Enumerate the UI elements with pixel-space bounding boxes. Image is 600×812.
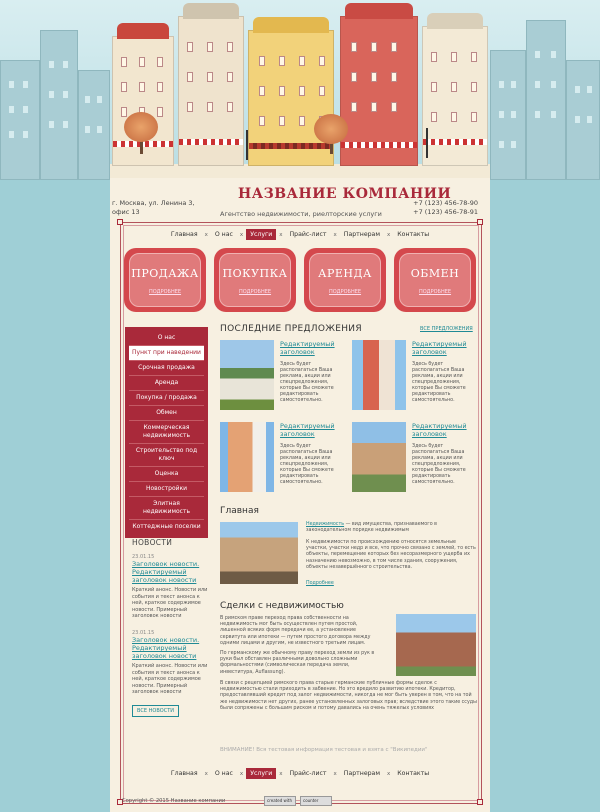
warning-note: ВНИМАНИЕ! Вся тестовая информация тестовая и взята с "Википедии": [220, 747, 428, 753]
nav-services[interactable]: Услуги: [246, 229, 276, 240]
background-building: [526, 20, 566, 180]
house-beige: [178, 16, 244, 166]
news-heading: НОВОСТИ: [132, 538, 173, 547]
news-text: Краткий анонс. Новости или события и текст анонса к ней, краткое содержимое новости. Примерный заголовок новости: [132, 663, 208, 695]
main-photo: [220, 522, 298, 584]
frame-corner: [477, 799, 483, 805]
background-building: [0, 60, 40, 180]
footer-nav-price-list[interactable]: Прайс-лист: [289, 770, 327, 777]
company-name[interactable]: НАЗВАНИЕ КОМПАНИИ: [238, 186, 452, 202]
background-building: [490, 50, 526, 180]
tile-rent[interactable]: [304, 248, 386, 312]
offer-title[interactable]: Редактируемый заголовок: [412, 340, 467, 356]
address-line: г. Москва, ул. Ленина 3,: [112, 199, 195, 207]
footer-nav-about[interactable]: О нас: [214, 770, 233, 777]
sidebar-item-elite[interactable]: Элитная недвижимость: [129, 497, 204, 520]
phone-number: +7 (123) 456-78-90: [413, 199, 478, 207]
footer-nav-contacts[interactable]: Контакты: [397, 770, 430, 777]
tile-label: ПРОДАЖА: [131, 267, 199, 280]
frame-corner: [117, 219, 123, 225]
sidebar-item-rent[interactable]: Аренда: [129, 376, 204, 391]
offer-photo[interactable]: [220, 422, 274, 492]
frame-corner: [477, 219, 483, 225]
tile-label: ПОКУПКА: [222, 267, 288, 280]
bottom-nav: [110, 768, 490, 779]
offer-photo[interactable]: [352, 340, 406, 410]
nav-separator: x: [239, 770, 244, 777]
nav-separator: x: [279, 231, 283, 238]
phone-number: +7 (123) 456-78-91: [413, 208, 478, 216]
sidebar-item-new-buildings[interactable]: Новостройки: [129, 482, 204, 497]
main-body: К недвижимости по происхождению относятся земельные участки, участки недр и все, что прочно связано с землей, то есть объекты, перемещение которых без несоразмерного ущерба их назначению невозможно, в том числе здания, сооружения, объекты незавершённого строительства.: [306, 540, 476, 570]
news-item: [132, 630, 212, 696]
background-building: [78, 70, 110, 180]
sidebar-item-turnkey[interactable]: Строительство под ключ: [129, 444, 204, 467]
intro-link[interactable]: Недвижимость: [306, 522, 345, 527]
nav-separator: x: [387, 231, 391, 238]
offer-title[interactable]: Редактируемый заголовок: [280, 340, 335, 356]
street-lamp: [246, 130, 248, 160]
house-cream: [112, 36, 174, 166]
nav-separator: x: [204, 770, 208, 777]
news-link[interactable]: Заголовок новости. Редактируемый заголовок новости: [132, 560, 200, 584]
offer-text: Здесь будет располагаться Ваша реклама, акции или спецпредложения, которые Вы сможете редактировать самостоятельно.: [280, 444, 334, 485]
sidebar-item-buy-sell[interactable]: Покупка / продажа: [129, 391, 204, 406]
sidebar-item-cottages[interactable]: Коттеджные поселки: [132, 523, 201, 530]
tree-trunk: [140, 140, 143, 154]
news-link[interactable]: Заголовок новости. Редактируемый заголовок новости: [132, 636, 200, 660]
intro-text: — вид имущества, признаваемого в законодательном порядке недвижимым: [306, 522, 438, 534]
sidebar-item-urgent-sale[interactable]: Срочная продажа: [129, 361, 204, 376]
nav-separator: x: [204, 231, 208, 238]
header-illustration: [0, 0, 600, 180]
tile-more-link[interactable]: ПОДРОБНЕЕ: [238, 289, 272, 295]
tile-sale[interactable]: [124, 248, 206, 312]
more-link[interactable]: Подробнее: [306, 581, 334, 586]
offer-text: Здесь будет располагаться Ваша реклама, акции или спецпредложения, которые Вы сможете редактировать самостоятельно.: [412, 362, 466, 403]
house-white: [422, 26, 488, 166]
page-container: [110, 178, 490, 812]
sidebar-item-hover[interactable]: Пункт при наведении: [129, 346, 204, 361]
top-nav: [110, 229, 490, 240]
nav-separator: x: [239, 231, 244, 238]
nav-separator: x: [333, 770, 337, 777]
service-tiles: [124, 248, 476, 312]
tile-purchase[interactable]: [214, 248, 296, 312]
news-item: [132, 554, 212, 620]
all-offers-link[interactable]: ВСЕ ПРЕДЛОЖЕНИЯ: [420, 326, 473, 332]
offer-photo[interactable]: [220, 340, 274, 410]
offer-title[interactable]: Редактируемый заголовок: [412, 422, 467, 438]
offers-heading: ПОСЛЕДНИЕ ПРЕДЛОЖЕНИЯ: [220, 324, 362, 334]
tree: [124, 112, 158, 142]
offer-text: Здесь будет располагаться Ваша реклама, акции или спецпредложения, которые Вы сможете редактировать самостоятельно.: [412, 444, 466, 485]
copyright: Copyright © 2015 Название компании: [122, 798, 226, 804]
house-red: [340, 16, 418, 166]
tile-more-link[interactable]: ПОДРОБНЕЕ: [328, 289, 362, 295]
nav-separator: x: [333, 231, 337, 238]
sidebar-item-appraisal[interactable]: Оценка: [129, 467, 204, 482]
footer-nav-partners[interactable]: Партнерам: [343, 770, 381, 777]
offer-card: [352, 422, 478, 494]
tile-exchange[interactable]: [394, 248, 476, 312]
nav-separator: x: [387, 770, 391, 777]
nav-separator: x: [279, 770, 283, 777]
footer-counter[interactable]: counter: [300, 796, 332, 806]
section-title-deals: Сделки с недвижимостью: [220, 601, 344, 611]
all-news-button[interactable]: ВСЕ НОВОСТИ: [132, 705, 179, 717]
sidebar-item-exchange[interactable]: Обмен: [129, 406, 204, 421]
house-yellow: [248, 30, 334, 166]
main-intro: [306, 522, 476, 534]
address-line: офис 13: [112, 208, 140, 216]
footer-nav-home[interactable]: Главная: [170, 770, 198, 777]
deals-paragraph-2: По германскому же обычному праву переход земли из рук в руки был обставлен различными довольно сложными формальностями (символическая передача земли, инвеститура, Auflassung).: [220, 651, 375, 675]
deals-photo: [396, 614, 476, 676]
company-phones: [413, 199, 478, 217]
nav-home[interactable]: Главная: [170, 231, 198, 238]
footer-nav-services[interactable]: Услуги: [246, 768, 276, 779]
tile-more-link[interactable]: ПОДРОБНЕЕ: [148, 289, 182, 295]
nav-price-list[interactable]: Прайс-лист: [289, 231, 327, 238]
tile-label: АРЕНДА: [318, 267, 372, 280]
tile-label: ОБМЕН: [410, 267, 460, 280]
company-tagline: Агентство недвижимости, риелторские услуги: [220, 210, 382, 218]
offer-title[interactable]: Редактируемый заголовок: [280, 422, 335, 438]
offer-card: [220, 422, 346, 494]
deals-paragraph-3: В связи с рецепцией римского права старые германские публичные формы сделок с недвижимостью стали приходить в забвение. Но это вредило развитию ипотеки. Кредитор, предоставлявший кредит под залог недвижимости, никогда не мог быть уверен в том, что на той же недвижимости нет других, ранее установленных залоговых прав; вследствие этого такие ссуды были сопряжены с большим риском и потому давались на очень тяжелых условиях: [220, 681, 477, 711]
street-lamp: [426, 128, 428, 158]
news-text: Краткий анонс. Новости или события и текст анонса к ней, краткое содержимое новости. Примерный заголовок новости: [132, 587, 208, 619]
section-title-main: Главная: [220, 506, 259, 516]
footer-badge[interactable]: created with: [264, 796, 296, 806]
deals-paragraph-1: В римском праве переход права собственности на недвижимость мог быть осуществлен путем простой, лишенной всяких форм передачи ее, а установление сервитута или ипотеки — путем простого договора между одними лицами и другим, не известного третьим лицам.: [220, 616, 371, 646]
offer-photo[interactable]: [352, 422, 406, 492]
background-building: [566, 60, 600, 180]
offer-text: Здесь будет располагаться Ваша реклама, акции или спецпредложения, которые Вы сможете редактировать самостоятельно.: [280, 362, 334, 403]
nav-contacts[interactable]: Контакты: [397, 231, 430, 238]
sidebar-menu: [125, 327, 208, 538]
company-address: [112, 199, 222, 217]
nav-about[interactable]: О нас: [214, 231, 233, 238]
offer-card: [220, 340, 346, 412]
sidebar-item-about[interactable]: О нас: [129, 331, 204, 346]
nav-partners[interactable]: Партнерам: [343, 231, 381, 238]
offer-card: [352, 340, 478, 412]
sidebar-item-commercial[interactable]: Коммерческая недвижимость: [129, 421, 204, 444]
news-date: 23.01.15: [132, 630, 155, 636]
background-building: [40, 30, 78, 180]
tile-more-link[interactable]: ПОДРОБНЕЕ: [418, 289, 452, 295]
news-date: 23.01.15: [132, 554, 155, 560]
tree: [314, 114, 348, 144]
main-content: [220, 324, 478, 753]
